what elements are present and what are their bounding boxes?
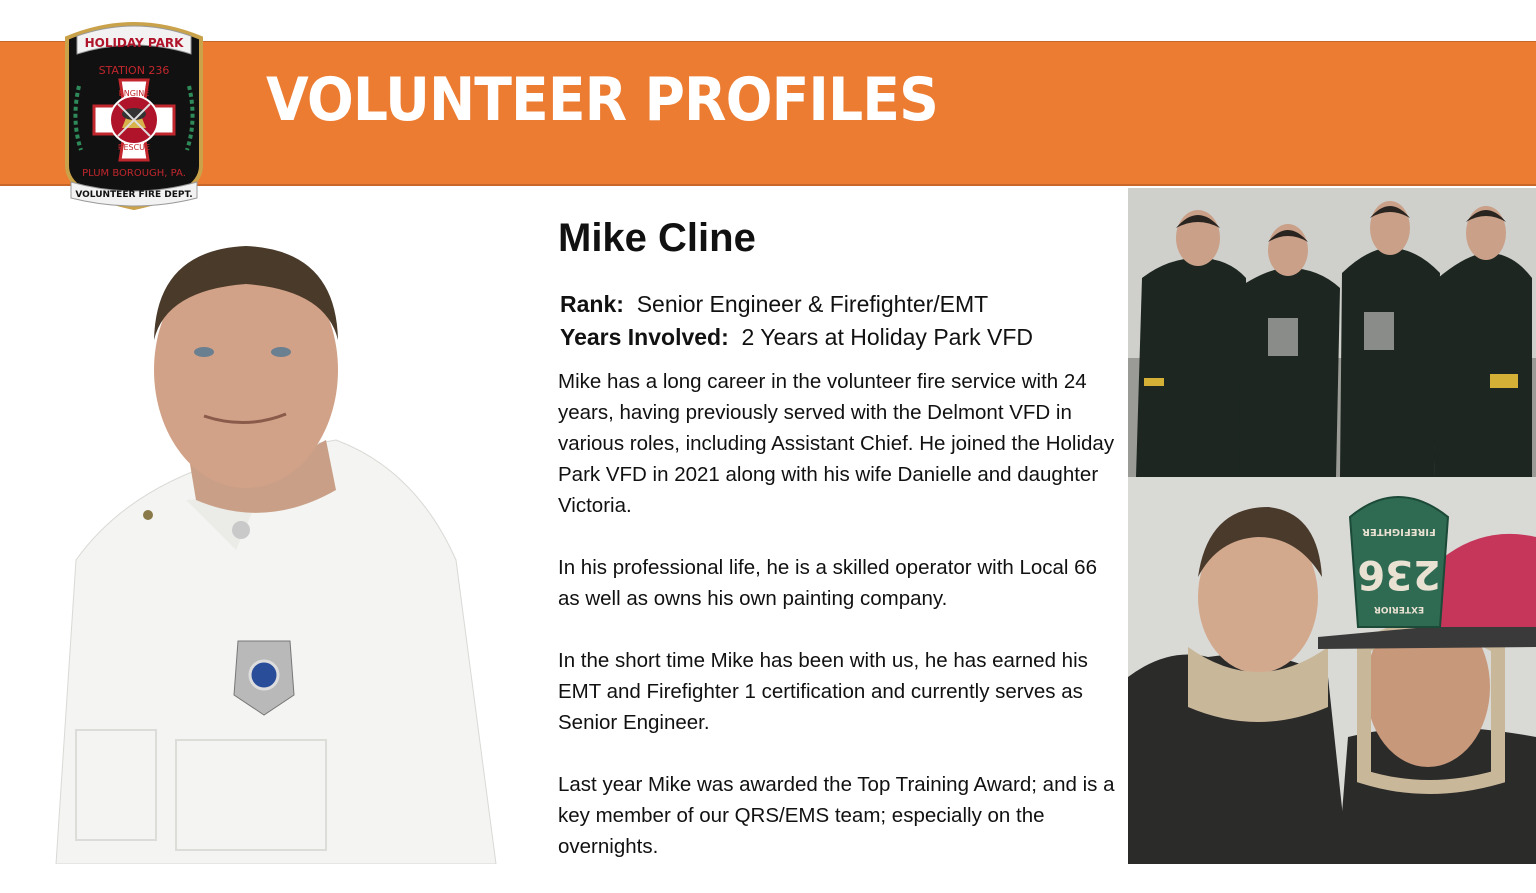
rank-label: Rank:: [560, 291, 624, 317]
helmet-front-shield: [1350, 497, 1448, 627]
svg-text:RESCUE: RESCUE: [117, 143, 151, 152]
bio-paragraph: Mike has a long career in the volunteer fire service with 24 years, having previously served with the Delmont VFD in various roles, including Assistant Chief. He joined the Holiday Park VFD in 2021 along with his wife Danielle and daughter Victoria.: [558, 370, 1115, 517]
page-title: VOLUNTEER PROFILES: [266, 65, 938, 135]
firefighter-selfie-photo: [1128, 477, 1536, 864]
svg-text:ENGINE: ENGINE: [118, 89, 150, 98]
bio-paragraph: Last year Mike was awarded the Top Training Award; and is a key member of our QRS/EMS team; especially on the overnights.: [558, 773, 1115, 858]
svg-text:STATION 236: STATION 236: [98, 64, 170, 77]
profile-meta: [560, 288, 1033, 354]
svg-text:EXTERIOR: EXTERIOR: [1373, 604, 1425, 614]
svg-text:FIREFIGHTER: FIREFIGHTER: [1362, 526, 1436, 537]
profile-name: Mike Cline: [558, 216, 756, 260]
rank-row: [560, 288, 1033, 321]
patch-top-ribbon-text: HOLIDAY PARK: [84, 36, 184, 50]
rank-value: Senior Engineer & Firefighter/EMT: [636, 291, 989, 317]
years-value: 2 Years at Holiday Park VFD: [741, 324, 1034, 350]
award-group-photo: [1128, 188, 1536, 477]
svg-text:PLUM BOROUGH, PA.: PLUM BOROUGH, PA.: [82, 168, 186, 179]
years-label: Years Involved:: [560, 324, 729, 350]
years-row: [560, 321, 1033, 354]
bio-paragraph: In the short time Mike has been with us, he has earned his EMT and Firefighter 1 certification and currently serves as Senior Engineer.: [558, 649, 1088, 734]
department-patch-logo: [57, 16, 211, 210]
profile-bio: [558, 366, 1118, 893]
svg-text:236: 236: [1357, 551, 1441, 597]
svg-text:VOLUNTEER FIRE DEPT.: VOLUNTEER FIRE DEPT.: [75, 190, 193, 200]
portrait-photo: [36, 230, 506, 864]
bio-paragraph: In his professional life, he is a skilled operator with Local 66 as well as owns his own painting company.: [558, 556, 1097, 610]
